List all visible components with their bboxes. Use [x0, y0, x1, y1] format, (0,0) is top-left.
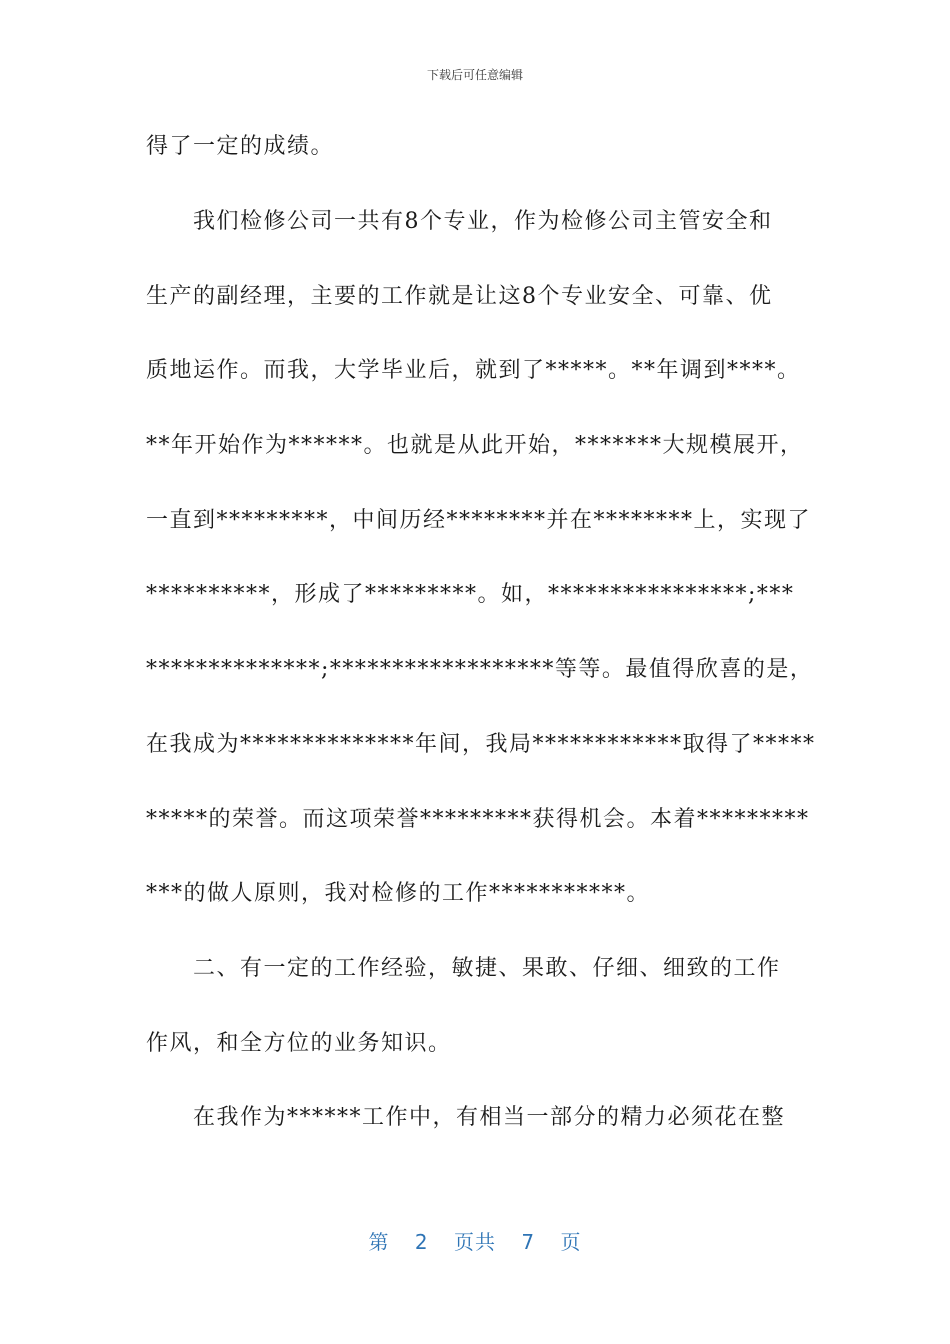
section-heading-line: 二、有一定的工作经验，敏捷、果敢、仔细、细致的工作	[193, 956, 781, 981]
page-number-footer	[0, 1226, 950, 1255]
current-page-number: 2	[414, 1230, 429, 1254]
text-line: **年开始作为******。也就是从此开始，*******大规模展开，	[146, 433, 804, 458]
text-line: **********，形成了*********。如，****************;***	[146, 582, 795, 607]
footer-prefix: 第	[368, 1230, 390, 1254]
text-line: *****的荣誉。而这项荣誉*********获得机会。本着*********	[146, 807, 810, 832]
text-line: 得了一定的成绩。	[146, 134, 335, 159]
total-pages-number: 7	[521, 1230, 536, 1254]
text-line: 在我作为******工作中，有相当一部分的精力必须花在整	[193, 1105, 786, 1130]
text-line: 生产的副经理，主要的工作就是让这8个专业安全、可靠、优	[146, 284, 773, 309]
text-line: ***的做人原则，我对检修的工作***********。	[146, 881, 651, 906]
text-line: 在我成为**************年间，我局************取得了*****	[146, 732, 816, 757]
footer-suffix: 页	[560, 1230, 582, 1254]
text-line: **************;******************等等。最值得欣喜的是，	[146, 657, 814, 682]
text-line: 质地运作。而我，大学毕业后，就到了*****。**年调到****。	[146, 358, 801, 383]
footer-middle: 页共	[454, 1230, 496, 1254]
section-heading-line: 作风，和全方位的业务知识。	[146, 1031, 452, 1056]
page-header-note: 下载后可任意编辑	[426, 68, 523, 82]
text-line: 我们检修公司一共有8个专业，作为检修公司主管安全和	[193, 209, 773, 234]
text-line: 一直到*********，中间历经********并在********上，实现了	[146, 508, 812, 533]
